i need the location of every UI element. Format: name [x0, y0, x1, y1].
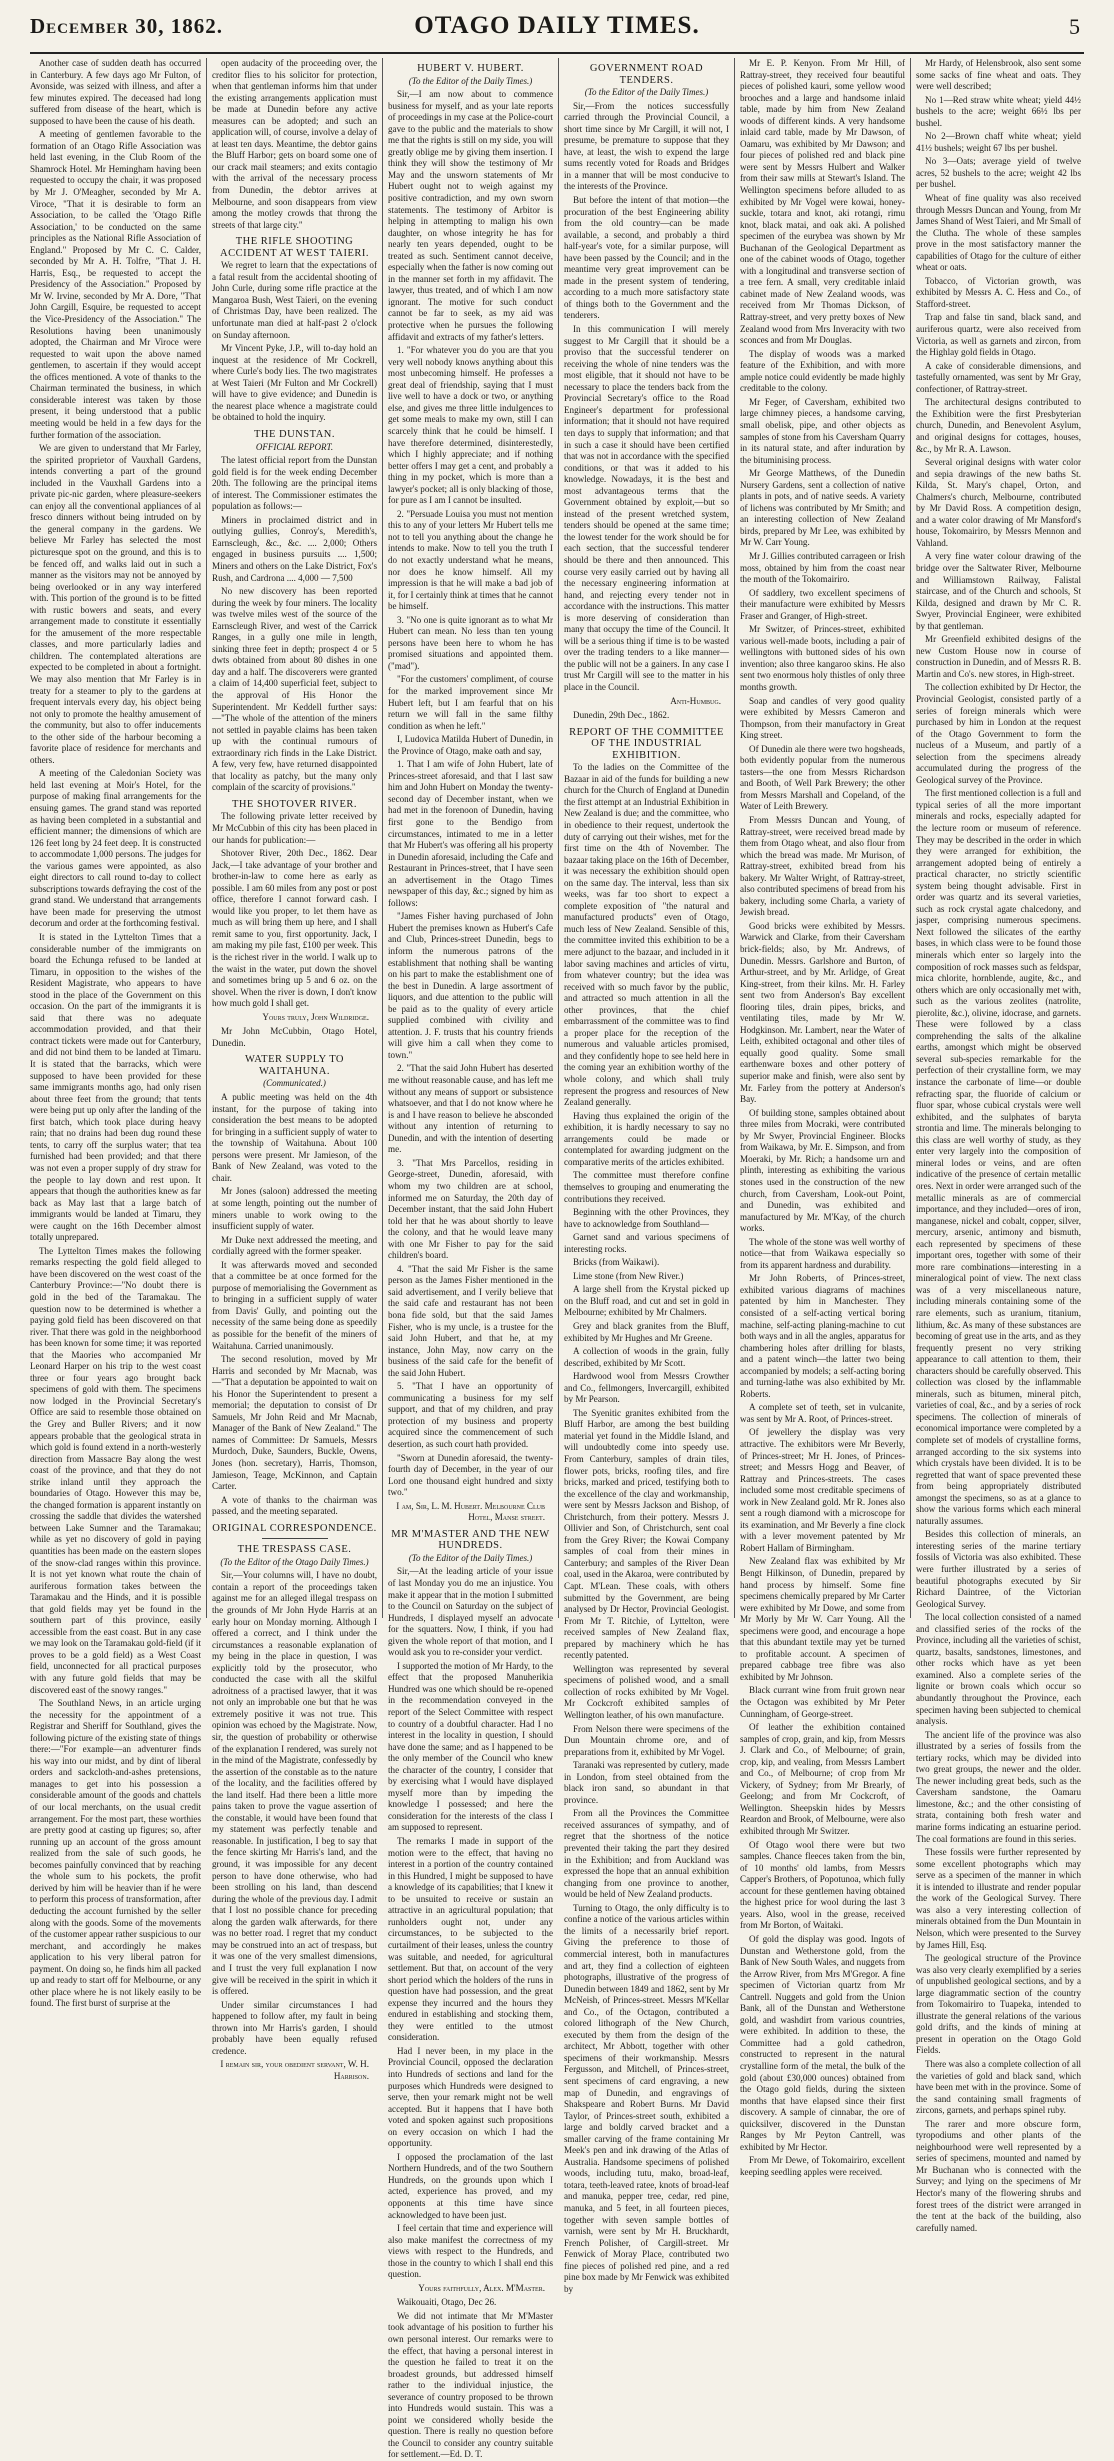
- article-paragraph: Of leather the exhibition contained samples of crop, grain, and kip, from Messrs J. Clark and Co., of Melbourne; of grain, crop, kip, and vealing, from Messrs Lambert and Co., of Melbourne; of crop from Mr Vickery, of Sydney; from Mr Brearly, of Geelong; and from Mr Cockcroft, of Wellington. Sheepskin hides by Messrs Reardon and Brook, of Melbourne, were also exhibited through Mr Switzer.: [740, 1722, 905, 1837]
- article-headline: THE DUNSTAN.: [254, 428, 335, 440]
- article-paragraph: Sir,—Your columns will, I have no doubt, contain a report of the proceedings taken against me for an alleged illegal trespass on the grounds of Mr John Hyde Harris at an early hour on Monday morning. Although I offered a correct, and I think under the circumstances a reasonable explanation of my being in the place in question, I was explicitly told by the prosecutor, who conducted the case with all the skilful adroitness of a practised lawyer, that it was not only an improbable one but that he was extremely positive it was not true. This opinion was echoed by the Magistrate. Now, sir, the question of probability or otherwise of the explanation I rendered, was surely not in the mind of the Magistrate, confessedly by the assertion of the constable as to the nature of the locality, and the facilities offered by the land itself. Had there been a little more pains taken to prove the vague assertion of the constable, it would have been found that my statement was perfectly tenable and reasonable. In justification, I beg to say that the fence skirting Mr Harris's land, and the ground, it was impossible for any decent person to have done otherwise, who had been strolling on his land, than descend during the whole of the previous day. I admit that I lost no possible chance for preceding along the garden walk afterwards, for there was no better road. I regret that my conduct may be construed into an act of trespass, but it was one of the very smallest dimensions, and I trust the very full explanation I now give will be received in the spirit in which it is offered.: [212, 1570, 377, 1997]
- article-paragraph: Wheat of fine quality was also received through Messrs Duncan and Young, from Mr James Shand of West Taieri, and Mr Small of the Clutha. The whole of these samples prove in the most satisfactory manner the capabilities of Otago for the culture of either wheat or oats.: [916, 193, 1081, 273]
- article-paragraph: Of jewellery the display was very attractive. The exhibitors were Mr Beverly, of Princes-street; Mr H. Jones, of Princes-street; and Messrs Hogg and Beaver, of Rattray and Princes-streets. The cases included some most creditable specimens of work in New Zealand gold. Mr R. Jones also sent a rough diamond with a microscope for its examination, and Mr Beverly a fine clock with a lever movement patented by Mr Robert Hallam of Birmingham.: [740, 1427, 905, 1553]
- article-paragraph: To the ladies on the Committee of the Bazaar in aid of the funds for building a new church for the Church of England at Dunedin the first attempt at an Industrial Exhibition in New Zealand is due; and the committee, who in obedience to their request, undertook the duty of carrying out their wishes, met for the first time on the 4th of November. The bazaar taking place on the 16th of December, it was necessary the exhibition should open on the same day. The interval, less than six weeks, was far too short to expect a complete exposition of "the natural and manufactured products" even of Otago, much less of New Zealand. Sensible of this, the committee invited this exhibition to be a mere adjunct to the bazaar, and included in it labor saving machines and articles of virtu, from whatever country; but the idea was received with so much favor by the public, and attracted so much attention in all the other provinces, that the chief embarrassment of the committee was to find a proper place for the reception of the numerous and valuable articles promised, and they confidently hope to see held here in the coming year an exhibition worthy of the whole colony, and which shall truly represent the progress and resources of New Zealand generally.: [564, 762, 729, 1108]
- page-number: 5: [1069, 14, 1080, 39]
- article-paragraph: Dunedin, 29th Dec., 1862.: [573, 710, 670, 721]
- article-paragraph: "For the customers' compliment, of course for the marked improvement since Mr Hubert left, but I am fearful that on his return we will fall in the same filthy condition as when he left.": [388, 674, 553, 731]
- article-paragraph: Sir,—At the leading article of your issue of last Monday you do me an injustice. You make it appear that in the motion I submitted to the Council on Saturday on the subject of Hundreds, I displayed myself an advocate for the squatters. Now, I think, if you had given the whole report of that motion, and I would ask you to re-consider your verdict.: [388, 1566, 553, 1658]
- article-paragraph: The display of woods was a marked feature of the Exhibition, and with more ample notice could evidently be made highly creditable to the colony.: [740, 348, 905, 394]
- article-paragraph: Of Dunedin ale there were two hogsheads, both evidently popular from the numerous tasters—the one from Messrs Richardson and Booth, of Well Park Brewery; the other from Messrs Marshall and Copeland, of the Water of Leith Brewery.: [740, 743, 905, 812]
- article-paragraph: The latest official report from the Dunstan gold field is for the week ending December 20th. The following are the principal items of interest. The Commissioner estimates the population as follows:—: [212, 455, 377, 512]
- article-paragraph: Miners in proclaimed district and in outlying gullies, Conroy's, Meredith's, Earnscleugh, &c., &c. .... 2,000; Others engaged in business pursuits .... 1,500; Miners and others on the Lake District, Fox's Rush, and Cardrona .... 4,000 — 7,500: [212, 514, 377, 583]
- column-1: [30, 58, 206, 2009]
- article-paragraph: A very fine water colour drawing of the bridge over the Saltwater River, Melbourne and Williamstown Railway, Falistal staircase, and of the Church and schools, St Kilda, designed and drawn by Mr C. R. Swyer, Provincial Engineer, were exhibited by that gentleman.: [916, 551, 1081, 631]
- article-paragraph: Shotover River, 20th Dec., 1862. Dear Jack,—I take advantage of your brother and brother-in-law to come here as early as possible. I am 60 miles from any post or post office, therefore I cannot forward cash. I would like you proper, to let them have as much as will bring them up here, and I shall remit same to you, first opportunity. Jack, I am making my pile fast, £100 per week. This is the richest river in the world. I walk up to the waist in the water, put down the shovel and sometimes bring up 5 and 6 oz. on the shovel. When the river is down, I don't know how much gold I shall get.: [212, 848, 377, 1009]
- article-paragraph: We regret to learn that the expectations of a fatal result from the accidental shooting of John Curle, during some rifle practice at the Mangaroa Bush, West Taieri, on the evening of Christmas Day, have been realized. The unfortunate man died at half-past 2 o'clock on Sunday afternoon.: [212, 260, 377, 340]
- article-paragraph: A meeting of gentlemen favorable to the formation of an Otago Rifle Association was held last evening, in the Club Room of the Shamrock Hotel. Mr Hemingham having been requested to occupy the chair, it was proposed by Mr J. O'Meagher, seconded by Mr A. Viroce, "That it is desirable to form an Association, to be called the 'Otago Rifle Association,' to be conducted on the same principles as the National Rifle Association of England." Proposed by Mr C. C. Calder, seconded by Mr A. H. Tolfre, "That J. H. Harris, Esq., be requested to accept the Presidency of the Association." Proposed by Mr W. Irvine, seconded by Mr A. Dore, "That John Cargill, Esquire, be requested to accept the Vice-Presidency of the Association." The Resolutions having been unanimously adopted, the Chairman and Mr Viroce were requested to wait upon the above named gentlemen, to ascertain if they would accept the offices mentioned. A vote of thanks to the Chairman terminated the business, in which considerable interest was taken by those present, it being understood that a public meeting would be held in a few days for the further formation of the association.: [30, 129, 201, 440]
- column-4: [558, 58, 734, 2294]
- article-paragraph: From Nelson there were specimens of the Dun Mountain chrome ore, and of preparations from it, exhibited by Mr Vogel.: [564, 1723, 729, 1757]
- article-paragraph: open audacity of the proceeding over, the creditor flies to his solicitor for protection, when that gentleman informs him that under the existing arrangements application must be made at Dunedin before any active measures can be adopted; and such an application will, of course, involve a delay of at least ten days. Meantime, the debtor gains the Bluff Harbor; gets on board some one of our crack mail steamers; and exits contagio with the arrival of the necessary process from Dunedin, the debtor arrives at Melbourne, and soon disappears from view among the motley crowds that throng the streets of that large city.": [212, 58, 377, 230]
- article-headline: MR M'MASTER AND THE NEW HUNDREDS.: [391, 1528, 550, 1552]
- newspaper-columns: [30, 58, 1086, 2460]
- letter-signature: Yours truly, John Wildridge.: [262, 1011, 369, 1022]
- article-paragraph: Taranaki was represented by cutlery, made in London, from steel obtained from the black iron sand, so abundant in that province.: [564, 1760, 729, 1805]
- article-paragraph: The architectural designs contributed to the Exhibition were the first Presbyterian church, Dunedin, and Benevolent Asylum, and original designs for cottages, houses, &c., by Mr R. A. Lawson.: [916, 397, 1081, 454]
- article-paragraph: 1. "For whatever you do you are that you very well nobody knows anything about this most unbecoming himself. He professes a great deal of friendship, saying that I must live well to have a dock or two, or anything else, and gives me three little indulgences to get some meals to make my own, still I can scarcely think that he could be himself. I have therefore determined, disinterestedly, which I highly appreciate; and if nothing better offers I may get a cent, and probably a thing in my pocket, which is more than a lawyer's pocket; all is only blacking of those, for pure as I am I cannot be insulted.: [388, 345, 553, 506]
- article-paragraph: The committee must therefore confine themselves to grouping and enumerating the contributions they received.: [564, 1170, 729, 1204]
- section-divider: [262, 1538, 328, 1539]
- article-paragraph: The ancient life of the province was also illustrated by a series of fossils from the tertiary rocks, which may be divided into two great groups, the newer and the older. The newer including great beds, such as the Caversham sandstone, the Oamaru limestone, &c.; and the other consisting of strata, containing both fresh water and marine forms indicating an estuarine period. The coal formations are found in this series.: [916, 1729, 1081, 1844]
- article-paragraph: Of Otago wool there were but two samples. Chance fleeces taken from the bin, of 10 months' old lambs, from Messrs Capper's Brothers, of Popotunoa, which fully account for these gentlemen having obtained the highest price for wool during the last 3 years. Also, wool in the grease, received from Mr Borton, of Waitaki.: [740, 1839, 905, 1931]
- article-paragraph: There was also a complete collection of all the varieties of gold and black sand, which have been met with in the province. Some of the sand containing small fragments of zircons, garnets, and perhaps spinel ruby.: [916, 2058, 1081, 2116]
- article-paragraph: We are given to understand that Mr Farley, the spirited proprietor of Vauxhall Gardens, intends converting a part of the ground included in the Vauxhall Gardens into a private pic-nic garden, where pleasure-seekers can enjoy all the conventional appliances of al fresco dinners without being intruded on by the general company in the gardens. We believe Mr Farley has selected the most picturesque spot on the ground, and this is to be fenced off, and walks laid out in such a manner as the visitors may not be annoyed by being overlooked or in any way interfered with. This portion of the ground is to be fitted with rustic bowers and seats, and every arrangement made to constitute it essentially for the amusement of the more respectable classes, and more particularly ladies and children. The contemplated alterations are expected to be completed in about a fortnight. We may also mention that Mr Farley is in treaty for a steamer to ply to the gardens at frequent intervals every day, his object being not only to promote the healthy amusement of the community, but also to offer inducements to the other side of the harbour becoming a favorite place of residence for merchants and others.: [30, 443, 201, 765]
- article-paragraph: Turning to Otago, the only difficulty is to confine a notice of the various articles within the limits of a necessarily brief report. Giving the preference to those of commercial interest, both in manufactures and art, they find a collection of eighteen photographs, illustrative of the progress of Dunedin between 1849 and 1862, sent by Mr McNeish, of Princes-street. Messrs M'Kellar and Co., of the Octagon, contributed a colored lithograph of the New Church, executed by them from the design of the architect, Mr Abbott, together with other specimens of their workmanship. Messrs Fergusson, and Mitchell, of Princes-street, sent specimens of card engraving, a new map of Dunedin, and engravings of Shakspeare and Robert Burns. Mr David Taylor, of Princes-street south, exhibited a large and boldly carved bracket and a smaller carving of the frame containing Mr Meek's pen and ink drawing of the Atlas of Australia. Handsome specimens of polished woods, including tutu, mako, broad-leaf, totara, teeth-leaved ratee, knots of broad-leaf and manuka, pepper tree, cedar, red pine, manuka, and 5 feet, in all fourteen pieces, together with seven sample bottles of varnish, were sent by Mr H. Bruckhardt, French Polisher, of Cargill-street. Mr Fenwick of Moray Place, contributed two fine pieces of polished red pine, and a red pine box made by Mr Fenwick was exhibited by: [564, 1902, 729, 2294]
- article-headline: THE TRESPASS CASE.: [237, 1544, 352, 1556]
- article-headline: WATER SUPPLY TO WAITAHUNA.: [244, 1054, 345, 1077]
- article-paragraph: Grey and black granites from the Bluff, exhibited by Mr Hughes and Mr Greene.: [564, 1320, 729, 1343]
- article-paragraph: It was afterwards moved and seconded that a committee be at once formed for the purpose of memorialising the Government as to bringing in a sufficient supply of water from Davis' Gully, and pointing out the necessity of the same being done as speedily as possible for the benefit of the miners of Waitahuna. Carried unanimously.: [212, 1259, 377, 1351]
- newspaper-title: OTAGO DAILY TIMES.: [414, 12, 700, 39]
- article-paragraph: No 1—Red straw white wheat; yield 44½ bushels to the acre; weight 66½ lbs per bushel.: [916, 94, 1081, 128]
- article-paragraph: In this communication I will merely suggest to Mr Cargill that it should be a proviso that the successful tenderer on receiving the whole of nine tenders was the most eligible, that it should not have to be necessary to place the tenders back from the Provincial Secretary's office to the Road Engineer's department for professional information; that it should not have required ten days to supply that information; and that in such a case it should have been certified that was not in accordance with the specified conditions, or that was it added to his knowledge. Nowadays, it is the best and most advantageous terms that the Government obtained by exploit,—but so instead of the present wretched system, tenders should be opened at the same time; the lowest tender for the work should be for each section, that the successful tenderer should be there and then announced. This course very easily carried out by having all the necessary engineering information at hand, and rejecting every tender not in accordance with the instructions. This matter is more deserving of consideration than many that occupy the time of the Council. It will be a serious thing if time is to be wasted over the trading tenders to a like manner—the public will not be a gainers. In any case I trust Mr Cargill will see to the matter in his place in the Council.: [564, 324, 729, 692]
- article-paragraph: The Lyttelton Times makes the following remarks respecting the gold field alleged to have been discovered on the west coast of the Canterbury Province:—"No doubt there is gold in the bed of the Taramakau. The question now to be determined is whether a paying gold field has been discovered on that river. That there was gold in the neighborhood has been known for some time; it was reported that the Maories who accompanied Mr Leonard Harper on his trip to the west coast three or four years ago brought back specimens of gold with them. The specimens now lodged in the Provincial Secretary's Office are said to resemble those obtained on the Grey and Buller Rivers; and it now appears probable that the geological strata in which gold is found extend in a north-westerly direction from Massacre Bay along the west coast of the province, and that they do not strike inland until they approach the boundaries of Otago. However this may be, the changed formation is apparent instantly on crossing the saddle that divides the watershed between Lake Sumner and the Taramakau; while as yet no discovery of gold in paying quantities has been made on the eastern slopes of the snow-clad ranges within this province. It is not yet known what route the chain of auriferous formation takes between the Taramakau and the Hinds, and it is possible that gold fields may yet be found in the southern part of this province, easily accessible from the east coast. But in any case we may look on the Taramakau gold-field (if it proves to be a gold field) as a West Coast field, unconnected for all practical purposes with any future gold fields that may be discovered east of the snowy ranges.": [30, 1245, 201, 1695]
- article-paragraph: Of gold the display was good. Ingots of Dunstan and Wetherstone gold, from the Bank of New South Wales, and nuggets from the Arrow River, from Mrs M'Gregor. A fine specimen of Victorian quartz from Mr Cantrell. Nuggets and gold from the Union Bank, all of the Dunstan and Wetherstone gold, and washdirt from various countries, were exhibited. In addition to these, the Committee had a gold cathedron, constructed to represent in the natural crystalline form of the metal, the bulk of the gold (about £30,000 ounces) obtained from the Otago gold fields, during the sixteen months that have elapsed since their first discovery. A sample of cinnabar, the ore of quicksilver, discovered in the Dunstan Ranges by Mr Peyton Cantrell, was exhibited by Mr Hector.: [740, 1933, 905, 2152]
- article-paragraph: The second resolution, moved by Mr Harris and seconded by Mr Macnab, was—"That a deputation be appointed to wait on his Honor the Superintendent to present a memorial; the deputation to consist of Dr Samuels, Mr John Reid and Mr Macnab, Manager of the Bank of New Zealand." The names of Committee: Dr Samuels, Messrs Murdoch, Duke, Saunders, Buckle, Owens, Jones (hon. secretary), Harris, Thomson, Jamieson, Teage, McKinnon, and Captain Carter.: [212, 1354, 377, 1492]
- article-paragraph: Mr J. Gillies contributed carrageen or Irish moss, obtained by him from the coast near the mouth of the Tokomairiro.: [740, 550, 905, 585]
- article-paragraph: A public meeting was held on the 4th instant, for the purpose of taking into consideration the best means to be adopted for bringing in a sufficient supply of water to the township of Waitahuna. About 100 persons were present. Mr Jamieson, of the Bank of New Zealand, was voted to the chair.: [212, 1092, 377, 1183]
- article-subheading: (To the Editor of the Otago Daily Times.): [220, 1556, 369, 1567]
- article-paragraph: The remarks I made in support of the motion were to the effect, that having no interest in a portion of the country contained in this Hundred, I might be supposed to have a knowledge of its capabilities; that I knew it to be unsuited to receive or sustain an attractive in an agricultural population; that runholders ought not, under any circumstances, to be subjected to the curtailment of their leases, unless the country was suitable, and needed, for agricultural settlement. But that, on account of the very short period which the holders of the runs in question have had possession, and the great expense they incurred and the hours they endured in establishing and stocking them, they were entitled to the utmost consideration.: [388, 1836, 553, 2043]
- article-paragraph: Hardwood wool from Messrs Crowther and Co., fellmongers, Invercargill, exhibited by Mr Pearson.: [564, 1371, 729, 1405]
- article-subheading: (Communicated.): [263, 1078, 326, 1089]
- article-paragraph: Mr Switzer, of Princes-street, exhibited various well-made boots, including a pair of wellingtons with buttoned sides of his own invention; also three kangaroo skins. He also sent two enormous holy thistles of only three months growth.: [740, 624, 905, 692]
- column-2: [206, 58, 382, 2081]
- article-paragraph: Had I never been, in my place in the Provincial Council, opposed the declaration into Hundreds of sections and land for the purposes which Hundreds were designed to serve, then your remark might not be well accepted. But it happens that I have both voted and spoken against such propositions on every occasion on which I had the opportunity.: [388, 2045, 553, 2149]
- article-paragraph: Of building stone, samples obtained about three miles from Mocraki, were contributed by Mr Swyer, Provincial Engineer. Blocks from Waikawa, by Mr. E. Simpson, and from Moeraki, by Mr. Rich; a handsome urn and plinth, interesting as exhibiting the various stones used in the construction of the new church, from Caversham, Look-out Point, and Dunedin, was exhibited and manufactured by Mr. M'Kay, of the church works.: [740, 1107, 905, 1234]
- article-paragraph: A meeting of the Caledonian Society was held last evening at Moir's Hotel, for the purpose of making final arrangements for the ensuing games. The grand stand was reported as having been completed in a substantial and efficient manner; the dimensions of which are 126 feet long by 24 feet deep. It is constructed to accommodate 1,000 persons. The judges for the various games were appointed, as also eight directors to call round to-day to collect subscriptions towards defraying the cost of the grand stand. We understand that arrangements have been made for preserving the utmost decorum and order at the forthcoming festival.: [30, 768, 201, 929]
- article-paragraph: Mr Duke next addressed the meeting, and cordially agreed with the former speaker.: [212, 1234, 377, 1257]
- article-paragraph: It is stated in the Lyttelton Times that a considerable number of the immigrants on board the Echunga refused to be landed at Timaru, in opposition to the wishes of the Resident Magistrate, who appears to have stood in the place of the Government on this occasion. On the part of the immigrants it is said that there was no adequate accommodation provided, and that their contract tickets were made out for Canterbury, and did not bind them to be landed at Timaru. It is stated that the barracks, which were supposed to have been provided for these same immigrants months ago, had only risen about three feet from the ground; that tents were being put up only after the landing of the first batch, which took place during heavy rain; that no drains had been dug round these tents, to carry off the surplus water; that tea furnished had been provided; and that there was not even a proper supply of dry straw for the people to lay down and rest upon. It appears that though the authorities knew as far back as May last that a large batch of immigrants would be landed at Timaru, they were caught on the 16th December almost totally unprepared.: [30, 932, 201, 1243]
- article-paragraph: No 3—Oats; average yield of twelve acres, 52 bushels to the acre; weight 42 lbs per bushel.: [916, 156, 1081, 190]
- article-paragraph: The Syenitic granites exhibited from the Bluff Harbor, are among the best building material yet found in the Middle Island, and will undoubtedly come into speedy use. From Canterbury, samples of drain tiles, flower pots, bricks, roofing tiles, and fire bricks, marked and priced, testifying both to the excellence of the clay and workmanship, were sent by Messrs Jackson and Bishop, of Christchurch, from their pottery. Messrs J. Ollivier and Son, of Christchurch, sent coal from the Grey River; the Kowai Company samples of coal from their mines in Canterbury; and samples of the River Dean coal, used in the Akaroa, were contributed by Capt. M'Lean. These coals, with others submitted by the Government, are being analysed by Dr Hector, Provincial Geologist. From Mr T. Ritchie, of Lyttelton, were received samples of New Zealand flax, prepared by machinery which he has recently patented.: [564, 1407, 729, 1661]
- article-paragraph: Lime stone (from New River.): [573, 1270, 684, 1281]
- article-headline: HUBERT V. HUBERT.: [417, 63, 524, 74]
- article-paragraph: Mr Feger, of Caversham, exhibited two large chimney pieces, a handsome carving, small obelisk, pipe, and other objects as samples of stone from his Caversham Quarry in its natural state, and after induration by the bituminising process.: [740, 396, 905, 465]
- issue-date: December 30, 1862.: [30, 14, 224, 38]
- article-paragraph: 3. "That Mrs Parcellos, residing in George-street, Dunedin, aforesaid, with whom my two children are at school, informed me on Saturday, the 20th day of December instant, that the said John Hubert told her that he was about shortly to leave the colony, and that he would leave many with one Mr Fisher to pay for the said children's board.: [388, 1157, 553, 1261]
- article-paragraph: Another case of sudden death has occurred in Canterbury. A few days ago Mr Fulton, of Avonside, was seized with illness, and after a few minutes expired. The deceased had long suffered from disease of the heart, which is supposed to have been the cause of his death.: [30, 58, 201, 126]
- article-paragraph: Trap and false tin sand, black sand, and auriferous quartz, were also received from Victoria, as well as garnets and zircon, from the Highlay gold fields in Otago.: [916, 312, 1081, 358]
- article-paragraph: A vote of thanks to the chairman was passed, and the meeting separated.: [212, 1494, 377, 1517]
- article-paragraph: Mr Jones (saloon) addressed the meeting at some length, pointing out the number of miners unable to work owing to the insufficient supply of water.: [212, 1186, 377, 1232]
- article-paragraph: I opposed the proclamation of the last Northern Hundreds, and of the two Southern Hundreds, on the grounds upon which I acted, experience has proved, and my opponents at this time have since acknowledged to have been just.: [388, 2151, 553, 2220]
- column-3: [382, 58, 558, 2460]
- article-paragraph: New Zealand flax was exhibited by Mr Bengt Hilkinson, of Dunedin, prepared by hand process by himself. Some fine specimens chemically prepared by Mr Carter were exhibited by Mr Dowe, and some from Mr Morly by Mr W. Carr Young. All the specimens were good, and encourage a hope that this abundant textile may yet be turned to profitable account. A specimen of prepared cabbage tree fibre was also exhibited by Mr Johnson.: [740, 1556, 905, 1682]
- article-paragraph: Waikouaiti, Otago, Dec 26.: [397, 2297, 497, 2308]
- article-subheading: (To the Editor of the Daily Times.): [408, 1552, 533, 1563]
- article-paragraph: Of saddlery, two excellent specimens of their manufacture were exhibited by Messrs Fraser and Granger, of High-street.: [740, 587, 905, 621]
- article-paragraph: A complete set of teeth, set in vulcanite, was sent by Mr A. Root, of Princes-street.: [740, 1402, 905, 1424]
- article-paragraph: Mr George Matthews, of the Dunedin Nursery Gardens, sent a collection of native plants in pots, and of native seeds. A variety of lichens was contributed by Mr Smith; and an interesting collection of New Zealand birds, prepared by Mr Lee, was exhibited by Mr W. Carr Young.: [740, 468, 905, 548]
- article-paragraph: Besides this collection of minerals, an interesting series of the marine tertiary fossils of Victoria was also exhibited. These were further illustrated by a series of beautiful photographs executed by Sir Richard Daintree, of the Victorian Geological Survey.: [916, 1529, 1081, 1609]
- article-paragraph: Sir,—From the notices successfully carried through the Provincial Council, a short time since by Mr Cargill, it will not, I presume, be premature to suppose that they have, at least, the wish to expend the large sums recently voted for Roads and Bridges in a manner that will be most conducive to the interests of the Province.: [564, 100, 729, 192]
- article-paragraph: A cake of considerable dimensions, and tastefully ornamented, was sent by Mr Gray, confectioner, of Rattray-street.: [916, 360, 1081, 394]
- article-paragraph: The rarer and more obscure form, tyropodiums and other plants of the neighbourhood were well represented by a series of specimens, mounted and named by Mr Buchanan who is connected with the Survey; and lying on the specimens of Mr Hector's many of the flowering shrubs and forest trees of the district were arranged in the tent at the back of the building, also carefully named.: [916, 2118, 1081, 2233]
- article-paragraph: I feel certain that time and experience will also make manifest the correctness of my views with respect to the Hundreds, and those in the country to which I shall end this question.: [388, 2223, 553, 2280]
- article-paragraph: The collection exhibited by Dr Hector, the Provincial Geologist, consisted partly of a series of foreign minerals which were purchased by him in London at the request of the Otago Government to form the nucleus of a Museum, and partly of a selection from the specimens already accumulated during the progress of the Geological survey of the Province.: [916, 682, 1081, 785]
- header-rule: [30, 52, 1084, 54]
- letter-signature: Yours faithfully, Alex. M'Master.: [418, 2282, 545, 2293]
- article-headline: THE RIFLE SHOOTING ACCIDENT AT WEST TAIERI.: [219, 236, 370, 259]
- article-paragraph: Under similar circumstances I had happened to follow after, my fault in being thrown into Mr Harris's garden, I should probably have been equally refused credence.: [212, 1999, 377, 2056]
- article-paragraph: Mr John Roberts, of Princes-street, exhibited various diagrams of machines patented by him in Manchester. They consisted of a self-acting vertical boring machine, self-acting planing-machine to cut both ways and in all the angles, apparatus for chambering holes after drilling for blasts, and a patent winch—the latter two being accompanied by models; a self-acting boring and turning-lathe was also exhibited by Mr. Roberts.: [740, 1273, 905, 1399]
- article-paragraph: 2. "Persuade Louisa you must not mention this to any of your letters Mr Hubert tells me not to tell you anything about the change he intends to make. Now to tell you the truth I do not exactly understand what he means, nor does he know himself. All my impression is that he will make a bad job of it, for I certainly think at times that he cannot be himself.: [388, 508, 553, 612]
- article-paragraph: 2. "That the said John Hubert has deserted me without reasonable cause, and has left me without any means of support or subsistence whatsoever, and that I do not know where he is and I have reason to believe he absconded without any intention of returning to Dunedin, and with the intention of deserting me.: [388, 1063, 553, 1155]
- article-subheading: (To the Editor of the Daily Times.): [584, 87, 709, 98]
- article-paragraph: Good bricks were exhibited by Messrs. Warwick and Clarke, from their Caversham brick-fields; also, by Mr. Andrews, of Dunedin. Messrs. Garlshore and Burton, of Arthur-street, and by Mr. Arlidge, of Great King-street, from their kilns. Mr. H. Farley sent two from Anderson's Bay excellent flooring tiles, drain pipes, bricks, and ventilating tiles, made by Mr W. Hodgkinson. Mr. Lambert, near the Water of Leith, exhibited octagonal and other tiles of equally good quality. Some small earthenware boxes and other pottery of superior make and finish, were also sent by Mr. Farley from the pottery at Anderson's Bay.: [740, 920, 905, 1105]
- article-paragraph: I supported the motion of Mr Hardy, to the effect that the proposed Manuherikia Hundred was one which should be re-opened in the recommendation conveyed in the report of the Select Committee with respect to country of a doubtful character. Had I no interest in the locality in question, I should have done the same; and as I happened to be the only member of the Council who knew the character of the country, I consider that by exercising what I would have displayed myself more than by impeding the knowledge I possessed; and here the consideration for the interests of the class I am supposed to represent.: [388, 1660, 553, 1833]
- article-paragraph: Mr Hardy, of Helensbrook, also sent some some sacks of fine wheat and oats. They were well described;: [916, 58, 1081, 92]
- letter-signature: I am, Sir, L. M. Hubert. Melbourne Club Hotel, Manse street.: [396, 1500, 545, 1523]
- article-paragraph: Wellington was represented by several specimens of polished wood, and a small collection of rocks exhibited by Mr Vogel. Mr Cockcroft exhibited samples of Wellington leather, of his own manufacture.: [564, 1663, 729, 1721]
- article-paragraph: Mr Greenfield exhibited designs of the new Custom House now in course of construction in Dunedin, and of Messrs R. B. Martin and Co's. new stores, in High-street.: [916, 634, 1081, 679]
- article-paragraph: The following private letter received by Mr McCubbin of this city has been placed in our hands for publication:—: [212, 811, 377, 845]
- article-paragraph: Beginning with the other Provinces, they have to acknowledge from Southland—: [564, 1207, 729, 1229]
- column-5: [734, 58, 910, 2177]
- article-paragraph: 1. That I am wife of John Hubert, late of Princes-street aforesaid, and that I last saw him and John Hubert on Monday the twenty-second day of December instant, when we had met in the forenoon of Dunedin, having first gone to the Bendigo from circumstances, intimated to me in a letter that Mr Hubert's was offering all his property in Dunedin aforesaid, including the Cafe and Restaurant in Princes-street, that I have seen an advertisement in the Otago Times newspaper of this day, &c.; signed by him as follows:: [388, 759, 553, 908]
- article-paragraph: Having thus explained the origin of the exhibition, it is hardly necessary to say no arrangements could be made or contemplated for awarding judgment on the comparative merits of the articles exhibited.: [564, 1110, 729, 1167]
- article-paragraph: A large shell from the Krystal picked up on the Bluff road, and cut and set in gold in Melbourne; exhibited by Mr Chalmers.: [564, 1284, 729, 1318]
- article-headline: REPORT OF THE COMMITTEE OF THE INDUSTRIAL EXHIBITION.: [569, 726, 724, 761]
- article-subheading: (To the Editor of the Daily Times.): [408, 75, 533, 86]
- article-headline: THE SHOTOVER RIVER.: [231, 798, 358, 810]
- article-paragraph: I, Ludovica Matilda Hubert of Dunedin, in the Province of Otago, make oath and say,: [388, 734, 553, 756]
- column-6: [910, 58, 1086, 2233]
- article-paragraph: The whole of the stone was well worthy of notice—that from Waikawa especially so from its apparent hardness and durability.: [740, 1236, 905, 1270]
- article-paragraph: Black currant wine from fruit grown near the Octagon was exhibited by Mr Peter Cunningham, of George-street.: [740, 1685, 905, 1719]
- article-paragraph: "Sworn at Dunedin aforesaid, the twenty-fourth day of December, in the year of our Lord one thousand eight hundred and sixty two.": [388, 1452, 553, 1498]
- article-paragraph: These fossils were further represented by some excellent photographs which may serve as a specimen of the manner in which it is intended to illustrate and render popular the work of the Geological Survey. There was also a very interesting collection of minerals obtained from the Dun Mountain in Nelson, which were presented to the Survey by James Hill, Esq.: [916, 1847, 1081, 1950]
- article-paragraph: From Mr Dewe, of Tokomairiro, excellent keeping seedling apples were received.: [740, 2155, 905, 2177]
- article-paragraph: No 2—Brown chaff white wheat; yield 41½ bushels; weight 67 lbs per bushel.: [916, 131, 1081, 153]
- article-paragraph: Mr John McCubbin, Otago Hotel, Dunedin.: [212, 1026, 377, 1048]
- article-paragraph: We did not intimate that Mr M'Master took advantage of his position to further his own personal interest. Our remarks were to the effect, that having a personal interest in the question he failed to treat it on the broadest grounds, but addressed himself rather to the individual injustice, the severance of country proposed to be thrown into Hundreds would sustain. This was a point we considered wholly beside the question. There is really no question before the Council to consider any country suitable for settlement.—Ed. D. T.: [388, 2310, 553, 2460]
- article-paragraph: "James Fisher having purchased of John Hubert the premises known as Hubert's Cafe and Club, Princes-street Dunedin, begs to inform the numerous patrons of the establishment that nothing shall be wanting on his part to make the establishment one of the best in Dunedin. A large assortment of liquors, and due attention to the public will be paid as to the quality of every article supplied combined with civility and attention. J. F. trusts that his country friends will give him a call when they come to town.": [388, 911, 553, 1060]
- article-paragraph: 5. "That I have an opportunity of communicating a business for my self support, and that of my children, and pray protection of my business and property acquired since the commencement of such desertion, as such court hath provided.: [388, 1381, 553, 1449]
- article-paragraph: Soap and candles of very good quality were exhibited by Messrs Cameron and Thompson, from their manufactory in Great King street.: [740, 695, 905, 741]
- article-paragraph: Garnet sand and various specimens of interesting rocks.: [564, 1232, 729, 1254]
- article-paragraph: From Messrs Duncan and Young, of Rattray-street, were received bread made by them from Otago wheat, and also flour from which the bread was made. Mr Murison, of Rattray-street, exhibited bread from his bakery. Mr Walter Wright, of Rattray-street, also contributed specimens of bread from his bakery, including some Charla, a variety of Jewish bread.: [740, 815, 905, 918]
- article-paragraph: But before the intent of that motion—the procuration of the best Engineering ability from the old country—can be made available, a second, and probably a third half-year's vote, for a similar purpose, will have been passed by the Council; and in the meantime very great improvement can be made in the present system of tendering, according to a much more satisfactory state of things both to the Government and the tenderers.: [564, 195, 729, 321]
- article-paragraph: Tobacco, of Victorian growth, was exhibited by Messrs A. C. Hess and Co., of Stafford-street.: [916, 275, 1081, 309]
- article-paragraph: 4. "That the said Mr Fisher is the same person as the James Fisher mentioned in the said advertisement, and I verily believe that the said cafe and restaurant has not been bona fide sold, but that the said James Fisher, who is my uncle, is a trustee for the said John Hubert, and that he, at my instance, John May, now carry on the business of the said cafe for the benefit of the said John Hubert.: [388, 1263, 553, 1378]
- letter-signature: I remain sir, your obedient servant, W. H. Harrison.: [220, 2059, 369, 2081]
- article-headline: ORIGINAL CORRESPONDENCE.: [212, 1522, 377, 1534]
- article-paragraph: Bricks (from Waikawi).: [573, 1257, 660, 1268]
- article-paragraph: Sir,—I am now about to commence business for myself, and as your late reports of proceedings in my case at the Police-court gave to the public and the materials to show me that the rights is still on my side, you will greatly oblige me by giving them insertion. I think they will show the testimony of Mr May and the unsworn statements of Mr Hubert ought not to weigh against my positive contradiction, and my own sworn statements. The testimony of Arbitor is helping in attempting to malign his own daughter, on whose integrity he has for nearly ten years depended, ought to be treated as such. Sentiment cannot deceive, especially when the father is now coming out in the manner set forth in my affidavit. The lawyer, thus treated, and of which I am now ignorant. The motive for such conduct cannot be far to seek, as my aid was protective when he pursues the following affidavit and extracts of my father's letters.: [388, 89, 553, 342]
- article-paragraph: 3. "No one is quite ignorant as to what Mr Hubert can mean. No less than ten young persons have been here to whom he has promised situations and appointed them. ("mad").: [388, 614, 553, 671]
- article-paragraph: From all the Provinces the Committee received assurances of sympathy, and of regret that the shortness of the notice prevented their taking the part they desired in the Exhibition; and from Auckland was expressed the hope that an annual exhibition changing from one province to another, would be held of New Zealand products.: [564, 1808, 729, 1900]
- article-paragraph: Several original designs with water color and sepia drawings of the new baths St. Kilda, St. Mary's chapel, Orton, and Chalmers's church, Melbourne, contributed by Mr David Ross. A competition design, and a water color drawing of Mr Mansford's house, Tokomairiro, by Messrs Mennon and Vahland.: [916, 457, 1081, 548]
- article-paragraph: A collection of woods in the grain, fully described, exhibited by Mr Scott.: [564, 1346, 729, 1368]
- letter-signature: Anti-Humbug.: [670, 695, 721, 706]
- article-paragraph: The Southland News, in an article urging the necessity for the appointment of a Registrar and Sheriff for Southland, gives the following picture of the existing state of things there:—"For example—an adventurer finds his way into our midst, and by dint of liberal orders and sackcloth-and-ashes pretensions, manages to get into his possession a considerable amount of the goods and chattels of our local merchants, on the usual credit arrangement. For the most part, these worthies are pretty good at casting up figures; so, after running up an account of the gross amount realized from the sale of such goods, he becomes painfully convinced that by reaching the whole sum to his pockets, the profit derived by him will be heavier than if he were to perform this process of transformation, after deducting the account furnished by the seller along with the goods. Some of the movements of the customer appear rather suspicious to our merchant, and accordingly he makes application to his very liberal patron for payment. On doing so, he finds him all packed up and ready to start off for Melbourne, or any other place where he is not likely easily to be found. The first burst of surprise at the: [30, 1698, 201, 2009]
- article-subheading: OFFICIAL REPORT.: [255, 441, 334, 452]
- article-headline: GOVERNMENT ROAD TENDERS.: [589, 63, 704, 86]
- article-paragraph: The first mentioned collection is a full and typical series of all the more important minerals and rocks, especially adapted for the lecture room or museum of reference. They may be described in the order in which they were arranged for exhibition, the arrangement adopted being of entirely a practical character, no strictly scientific system being thought advisable. First in order was quartz and its several varieties, such as rock crystal agate chalcedony, and jasper, comprising numerous specimens. Next followed the silicates of the earthy bases, in which class were to be found those minerals which enter so largely into the composition of rock masses such as feldspar, mica chlorite, hornblende, augite, &c., and others which are only occasionally met with, such as the various zeolites (natrolite, pierolite, &c.), olivine, idocrase, and garnets. These were followed by a class comprehending the salts of the alkaline earths, amongst which might be observed several sub-species remarkable for the perfection of their crystalline form, we may instance the carbonate of lime—or double refracting spar, the fluoride of calcium or fluor spar, whose cubical crystals were well exhibited, and the sulphates of baryta strontia and lime. The minerals belonging to this class are well worthy of study, as they enter very largely into the composition of mineral lodes or veins, and are often indicative of the presence of certain metallic ores. Next in order were arranged such of the metallic minerals as are of commercial importance, and they included—ores of iron, manganese, nickel and cobalt, copper, silver, mercury, arsenic, antimony and bismuth, each represented by specimens of these important ores, together with some of their more rare combinations—interesting in a mineralogical point of view. The next class was of a very miscellaneous nature, including minerals containing some of the rare elements, such as uranium, titanium, lithium, &c. As many of these substances are becoming of great use in the arts, and as they frequently present no very striking appearance to call attention to them, their characters should be carefully observed. This collection was closed by the inflammable minerals, such as bitumen, mineral pitch, varieties of coal, &c., and by a series of rock specimens. The collection of minerals of economical importance were completed by a complete set of models of crystalline forms, arranged according to the six systems into which crystals have been divided. It is to be regretted that want of space prevented these from being appropriately distributed amongst the specimens, so as at a glance to show the various forms which each mineral naturally assumes.: [916, 788, 1081, 1526]
- article-paragraph: The local collection consisted of a named and classified series of the rocks of the Province, including all the varieties of schist, quartz, basalts, sandstones, limestones, and other rocks which have as yet been examined. Also a complete series of the lignite or brown coals which occur so abundantly throughout the Province, each specimen having been subjected to chemical analysis.: [916, 1612, 1081, 1727]
- page-header: [30, 10, 1084, 48]
- article-paragraph: Mr E. P. Kenyon. From Mr Hill, of Rattray-street, they received four beautiful pieces of polished kauri, some yellow wood brooches and a large and handsome inlaid table, made by him from New Zealand woods of different kinds. A very handsome inlaid card table, made by Mr Dawson, of Oamaru, was exhibited by Mr Dawson; and four pieces of polished red and black pine were sent by Messrs Hulbert and Walker from their saw mills at Stewart's Island. The Wellington specimens before alluded to as exhibited by Mr Vogel were kowai, honey-suckle, totara and knot, aki rotangi, rimu knot, black matai, and oak aki. A polished specimen of the eurybea was shown by Mr Buchanan of the Geological Department as one of the cabinet woods of Otago, together with a longitudinal and transverse section of a tree fern. A small, very creditable inlaid cabinet made of New Zealand woods, was received from Mr Thomas Dickson, of Rattray-street, and very pretty boxes of New Zealand wood from Mrs Inveracity with two sconces and from Mr Douglas.: [740, 58, 905, 346]
- article-paragraph: The geological structure of the Province was also very clearly exemplified by a series of unpublished geological sections, and by a large diagrammatic section of the country from Tokomairiro to Tuapeka, intended to illustrate the general relations of the various gold drifts, and the kinds of mining at present in operation on the Otago Gold Fields.: [916, 1953, 1081, 2056]
- article-paragraph: Mr Vincent Pyke, J.P., will to-day hold an inquest at the residence of Mr Cockrell, where Curle's body lies. The two magistrates at West Taieri (Mr Fulton and Mr Cockrell) will have to give evidence; and Dunedin is the nearest place whence a magistrate could be obtained to hold the inquiry.: [212, 343, 377, 423]
- article-paragraph: No new discovery has been reported during the week by four miners. The locality was twelve miles west of the source of the Earnscleugh River, and west of the Carrick Ranges, in a gully one mile in length, sinking three feet in depth; prospect 4 or 5 dwts obtained from about 80 dishes in one day and a half. The discoverers were granted a claim of 14,400 superficial feet, subject to the approval of His Honor the Superintendent. Mr Keddell further says:—"The whole of the attention of the miners not settled in payable claims has been taken up with the continual rumours of extraordinary rich finds in the Lake District. A few, very few, have returned disappointed that locality as patchy, but the many only complain of the scarcity of provisions.": [212, 586, 377, 793]
